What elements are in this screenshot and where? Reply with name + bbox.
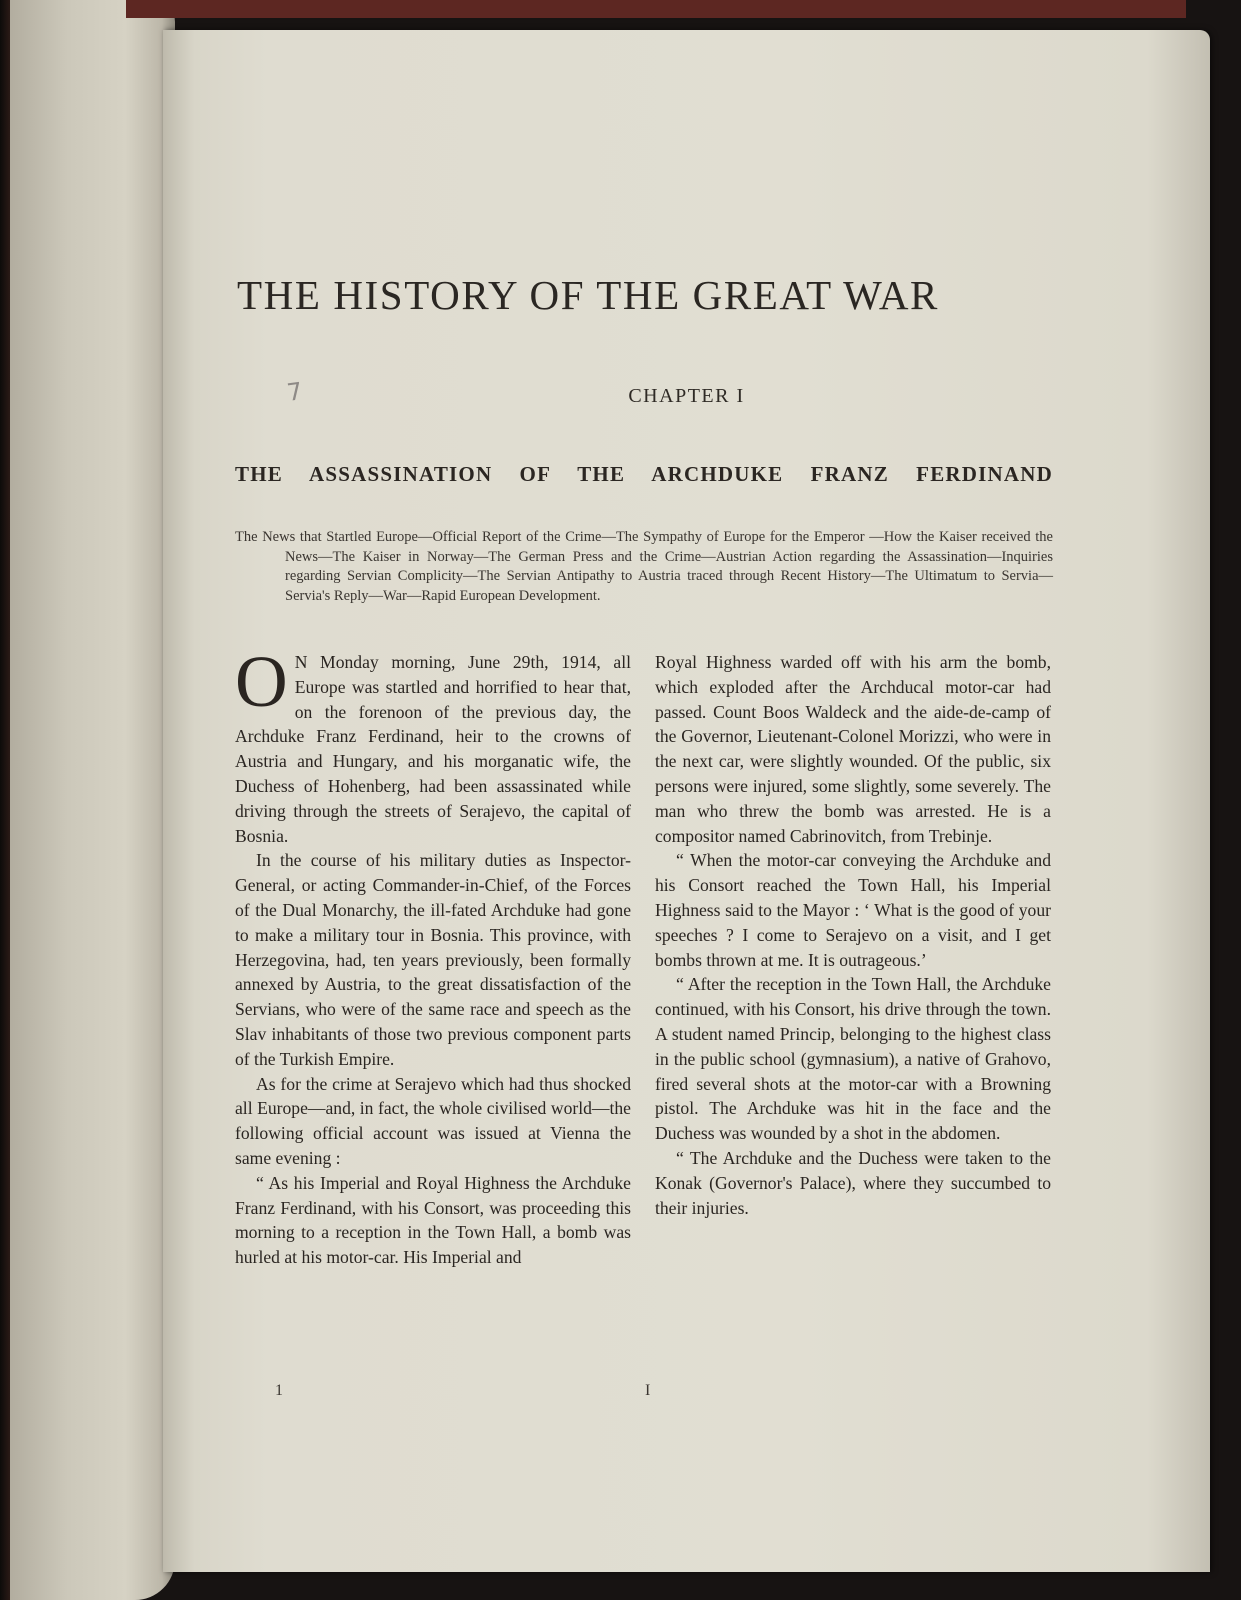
left-page-edge <box>10 0 175 1600</box>
paragraph <box>235 641 631 848</box>
paragraph: As for the crime at Serajevo which had thus shocked all Europe—and, in fact, the whole civilised world—the following official account was issued at Vienna the same evening : <box>235 1073 631 1168</box>
drop-cap: O <box>235 641 288 722</box>
book-cover-edge <box>126 0 1186 18</box>
paragraph: In the course of his military duties as Inspector-General, or acting Commander-in-Chief, of the Forces of the Dual Monarchy, the ill-fated Archduke had gone to make a military tour in Bosnia. This province, with Herzegovina, had, ten years previously, been formally annexed by Austria, to the great dissatisfaction of the Servians, who were of the same race and speech as the Slav inhabitants of those two previous component parts of the Turkish Empire. <box>235 850 631 1069</box>
paragraph-text: N Monday morning, June 29th, 1914, all Europe was startled and horrified to hear that, on the forenoon of the previous day, the Archduke Franz Ferdinand, heir to the crowns of Austria and Hungary, and his morganatic wife, the Duchess of Hohenberg, had been assassinated while driving through the streets of Serajevo, the capital of Bosnia. <box>235 652 631 846</box>
paragraph: “ After the reception in the Town Hall, the Archduke continued, with his Consort, his drive through the town. A student named Princip, belonging to the highest class in the public school (gymnasium), a native of Grahovo, fired several shots at the motor-car with a Browning pistol. The Archduke was hit in the face and the Duchess was wounded by a shot in the abdomen. <box>655 974 1051 1144</box>
binding-edge <box>0 0 10 1600</box>
chapter-title: THE ASSASSINATION OF THE ARCHDUKE FRANZ FERDINAND <box>235 462 1053 486</box>
text-column-right <box>655 650 1051 1220</box>
paragraph: “ When the motor-car conveying the Archduke and his Consort reached the Town Hall, his Imperial Highness said to the Mayor : ‘ What is the good of your speeches ? I come to Serajevo on a visit, and I get bombs thrown at me. It is outrageous.’ <box>655 850 1051 970</box>
chapter-label: CHAPTER I <box>628 385 745 407</box>
paragraph: “ The Archduke and the Duchess were taken to the Konak (Governor's Palace), where they succumbed to their injuries. <box>655 1147 1051 1218</box>
page-number: I <box>645 1382 651 1399</box>
chapter-summary: The News that Startled Europe—Official Report of the Crime—The Sympathy of Europe for the Emperor —How the Kaiser received the News—The Kaiser in Norway—The German Press and the Crime—Austrian Action regarding the Assassination—Inquiries regarding Servian Complicity—The Servian Antipathy to Austria traced through Recent History—The Ultimatum to Servia—Servia's Reply—War—Rapid European Development. <box>235 529 1053 604</box>
book-title: THE HISTORY OF THE GREAT WAR <box>237 272 940 318</box>
pencil-annotation: 7 <box>285 377 305 407</box>
book-page <box>163 30 1210 1572</box>
paragraph: “ As his Imperial and Royal Highness the Archduke Franz Ferdinand, with his Consort, was proceeding this morning to a reception in the Town Hall, a bomb was hurled at his motor-car. His Imperial and <box>235 1172 631 1268</box>
text-column-left <box>235 641 631 1270</box>
paragraph: Royal Highness warded off with his arm the bomb, which exploded after the Archducal motor-car had passed. Count Boos Waldeck and the aide-de-camp of the Governor, Lieutenant-Colonel Morizzi, who were in the next car, were slightly wounded. Of the public, six persons were injured, some slightly, some severely. The man who threw the bomb was arrested. He is a compositor named Cabrinovitch, from Trebinje. <box>655 652 1051 846</box>
signature-mark: 1 <box>275 1382 283 1399</box>
